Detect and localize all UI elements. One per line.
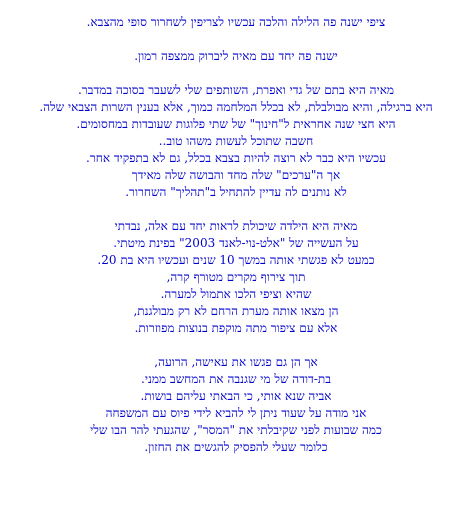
text-line: שהיא וציפי הלכו אתמול למערה. — [160, 287, 312, 301]
text-line: היא חצי שנה אחראית ל"חינוך" של שתי פלוגות שעובדות במחסומים. — [76, 117, 396, 131]
text-line: מאיה היא בתם של גדי ואפרת, השותפים שלי לשעבר בסוכה במדבר. — [77, 83, 395, 97]
text-line: אביה שנא אותי, כי הבאתי עליהם בושות. — [140, 389, 332, 403]
text-line: מאיה היא הילדה שיכולת לראות יחד עם אלה, נבדתי — [114, 219, 358, 233]
text-line: חשבה שתוכל לעשות משהו טוב.. — [158, 134, 314, 148]
paragraph-sleeping-together — [0, 48, 472, 65]
document-body — [0, 14, 472, 456]
paragraph-intro — [0, 14, 472, 31]
text-line: לא נותנים לה עדיין להתחיל ב"תהליך" השחרור. — [125, 185, 347, 199]
text-line: כמעט לא פגשתי אותה במשך 10 שנים ועכשיו היא בת 20. — [97, 253, 375, 267]
text-line: אני מודה על שעוד ניתן לי להביא לידי פיוס עם המשפחה — [105, 406, 367, 420]
text-line: הן מצאו אותה מערת הרחם לא רק מבולגנת, — [133, 304, 339, 318]
text-line: כמה שבועות לפני שקיבלתי את "המסר", שהגעתי להר הבו שלי — [90, 423, 382, 437]
text-line: אך ה"ערכים" שלה מחד והבושה שלה מאידך — [131, 168, 341, 182]
paragraph-maya — [0, 82, 472, 201]
text-line: ציפי ישנה פה הלילה והלכה עכשיו לצריפין לשחרור סופי מהצבא. — [86, 15, 386, 29]
text-line: ישנה פה יחד עם מאיה ליברוק ממצפה רמון. — [134, 49, 338, 63]
text-line: על העשייה של "אלט-נוי-לאנד 2003" בפינת מיטתי. — [113, 236, 359, 250]
text-line: כלומר שעלי להפסיק להגשים את החזון. — [144, 440, 328, 454]
paragraph-cave — [0, 218, 472, 337]
text-line: בת-דודה של מי שגנבה את המחשב ממני. — [141, 372, 331, 386]
text-line: אלא עם ציפור מתה מוקפת בנוצות מפוזרות. — [134, 321, 338, 335]
paragraph-aisha — [0, 354, 472, 456]
text-line: אך הן גם פגשו את עאישה, הרועה, — [154, 355, 318, 369]
text-line: עכשיו היא כבר לא רוצה להיות בצבא בכלל, גם לא בתפקיד אחר. — [86, 151, 386, 165]
text-line: תוך צירוף מקרים מטורף קרה, — [166, 270, 306, 284]
text-line: היא ברגילה, והיא מבולבלת, לא בכלל המלחמה כמוך, אלא בענין השרות הצבאי שלה. — [39, 100, 433, 114]
